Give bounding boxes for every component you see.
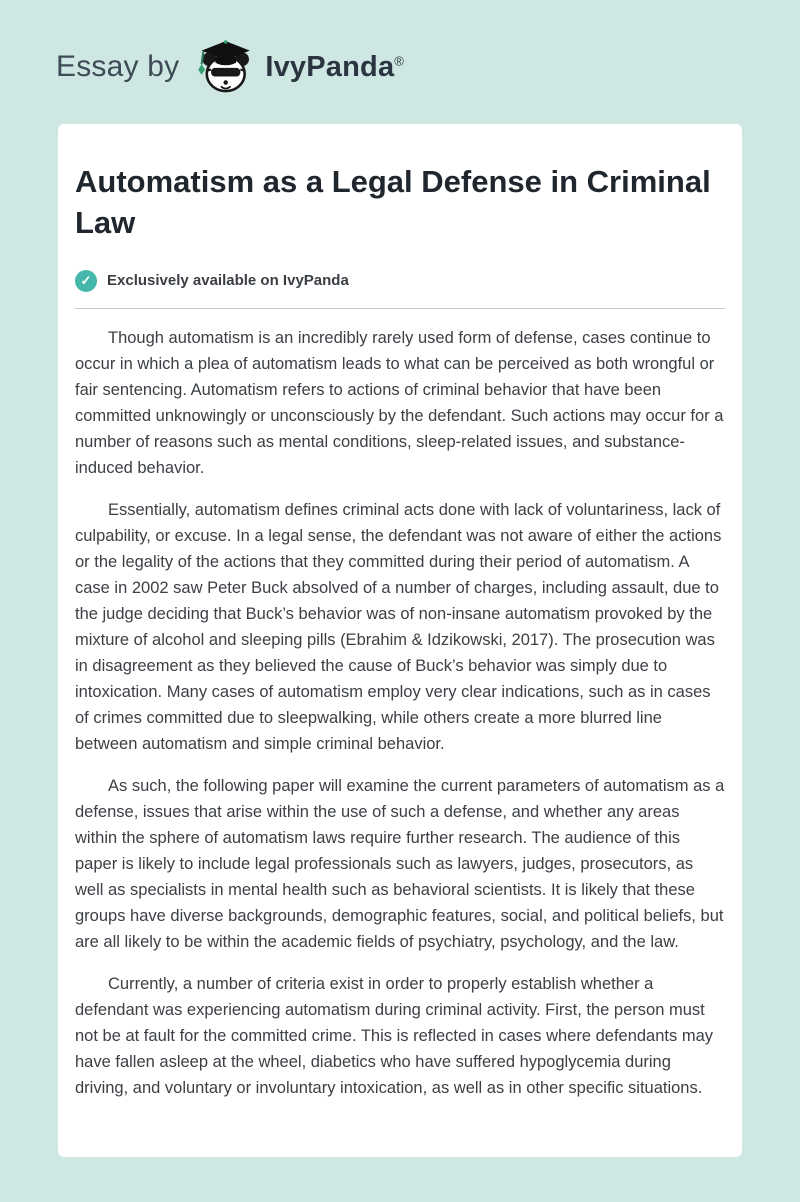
essay-paragraph-3: As such, the following paper will examine the current parameters of automatism as a defense, issues that arise within the use of such a defense, and whether any areas within the sphere of automatism laws require further research. The audience of this paper is likely to include legal professionals such as lawyers, judges, prosecutors, as well as specialists in mental health such as behavioral scientists. It is likely that these groups have diverse backgrounds, demographic features, social, and political beliefs, but are all likely to be within the academic fields of psychiatry, psychology, and the law. xyxy=(75,776,725,951)
essay-body xyxy=(75,325,725,1101)
essay-paragraph-4: Currently, a number of criteria exist in order to properly establish whether a defendant was experiencing automatism during criminal activity. First, the person must not be at fault for the committed crime. This is reflected in cases where defendants may have fallen asleep at the wheel, diabetics who have suffered hypoglycemia during driving, and voluntary or involuntary intoxication, as well as in other specific situations. xyxy=(75,974,713,1097)
brand-name xyxy=(265,51,404,84)
divider xyxy=(75,308,725,309)
ivypanda-logo xyxy=(193,36,404,98)
brand-text: IvyPanda xyxy=(265,50,395,83)
availability-label: Exclusively available on IvyPanda xyxy=(107,272,349,290)
site-header xyxy=(0,0,800,124)
essay-card xyxy=(58,124,742,1157)
essay-paragraph-2: Essentially, automatism defines criminal acts done with lack of voluntariness, lack of culpability, or excuse. In a legal sense, the defendant was not aware of either the actions or the legality of the actions that they committed during their period of automatism. A case in 2002 saw Peter Buck absolved of a number of charges, including assault, due to the judge deciding that Buck’s behavior was of non-insane automatism provoked by the mixture of alcohol and sleeping pills (Ebrahim & Idzikowski, 2017). The prosecution was in disagreement as they believed the cause of Buck’s behavior was simply due to intoxication. Many cases of automatism employ very clear indications, such as in cases of crimes committed due to sleepwalking, while others create a more blurred line between automatism and simple criminal behavior. xyxy=(75,500,722,753)
registered-mark: ® xyxy=(394,52,405,68)
check-icon: ✓ xyxy=(75,270,97,292)
essay-paragraph-1: Though automatism is an incredibly rarely used form of defense, cases continue to occur in which a plea of automatism leads to what can be perceived as both wrongful or fair sentencing. Automatism refers to actions of criminal behavior that have been committed unknowingly or unconsciously by the defendant. Such actions may occur for a number of reasons such as mental conditions, sleep-related issues, and substance-induced behavior. xyxy=(75,328,724,477)
availability-badge xyxy=(75,270,725,292)
page-title: Automatism as a Legal Defense in Criminal Law xyxy=(75,164,711,240)
panda-graduate-icon xyxy=(193,36,255,98)
essay-by-label: Essay by xyxy=(56,50,180,83)
